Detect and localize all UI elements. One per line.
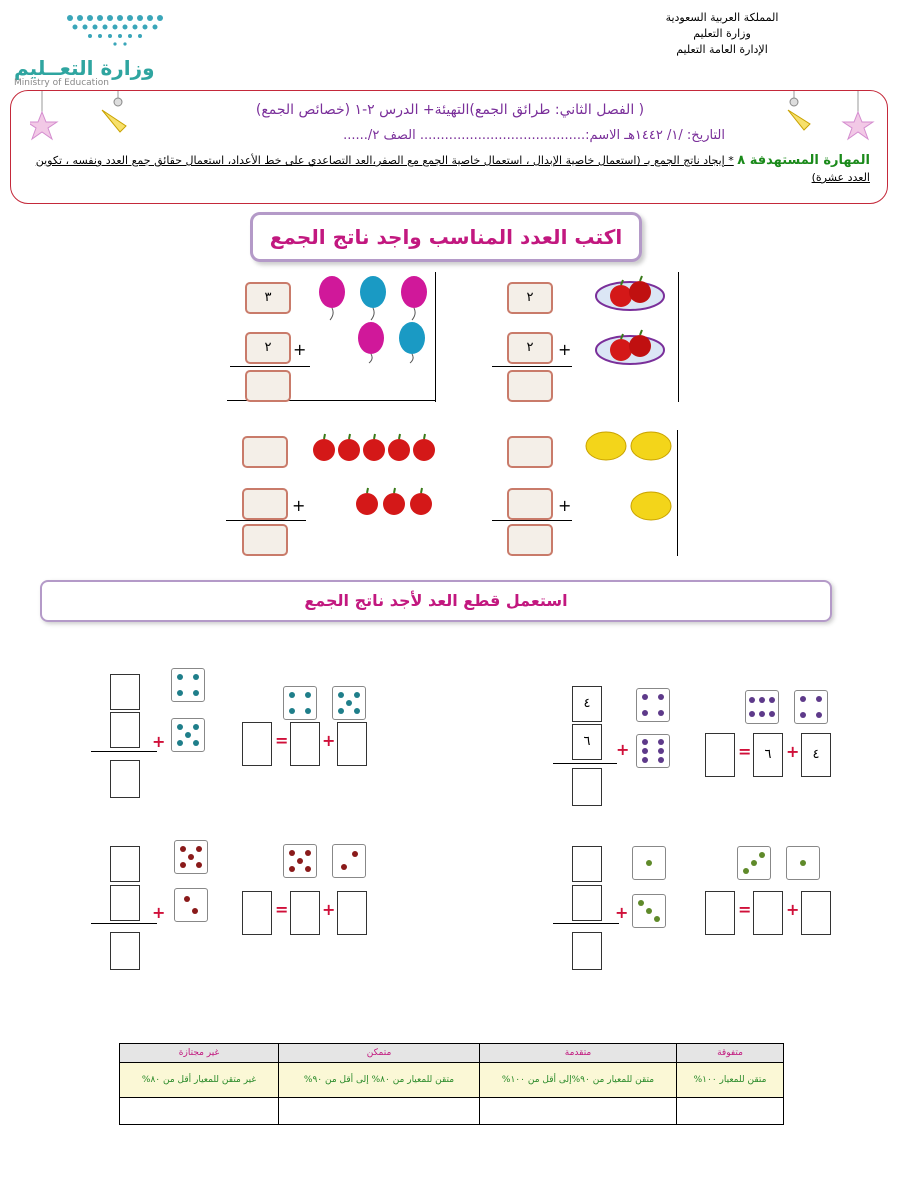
rubric-entry-cell[interactable] [677, 1098, 784, 1125]
die-4-icon [171, 668, 205, 702]
plus-sign: + [152, 732, 166, 751]
section2-header [40, 580, 832, 622]
sum-line [226, 520, 306, 521]
vertical-top-box[interactable] [110, 846, 140, 882]
section1-title: اكتب العدد المناسب واجد ناتج الجمع [269, 225, 623, 249]
sum-line [553, 923, 619, 924]
apples-bottom-box[interactable]: ٢ [507, 332, 553, 364]
plus-sign: + [558, 496, 572, 515]
die-2-icon [174, 888, 208, 922]
plus-sign: + [786, 742, 800, 761]
skill-text: * إيجاد ناتج الجمع بـ (استعمال خاصية الإبدال ، استعمال خاصية الجمع مع الصفر،العد التصاعدي على خط الأعداد، استعمال حقائق جمع العدد ونفسه ، تكوين العدد عشرة) [35, 154, 870, 184]
equation-addend-a-box[interactable] [290, 891, 320, 935]
die-3-icon [737, 846, 771, 880]
balloons-top-box[interactable]: ٣ [245, 282, 291, 314]
equals-sign: = [738, 900, 752, 919]
lemons-top-box[interactable] [507, 436, 553, 468]
equation-addend-b-box[interactable]: ٤ [801, 733, 831, 777]
die-5-icon [174, 840, 208, 874]
sum-line [91, 923, 157, 924]
apples-sum-box[interactable] [507, 370, 553, 402]
plus-sign: + [558, 340, 572, 359]
rubric-header: غير مجتازة [120, 1044, 279, 1063]
balloons-sum-box[interactable] [245, 370, 291, 402]
divider [435, 272, 436, 402]
plus-sign: + [322, 731, 336, 750]
plus-sign: + [615, 903, 629, 922]
vertical-top-box[interactable] [110, 674, 140, 710]
ministry-line-3: الإدارة العامة التعليم [676, 43, 768, 56]
die-3-icon [632, 894, 666, 928]
equation-addend-a-box[interactable]: ٦ [753, 733, 783, 777]
balloons-bottom-box[interactable]: ٢ [245, 332, 291, 364]
apples5-sum-box[interactable] [242, 524, 288, 556]
equation-addend-b-box[interactable] [337, 722, 367, 766]
die-6-icon [745, 690, 779, 724]
vertical-bottom-box[interactable]: ٦ [572, 724, 602, 760]
equation-result-box[interactable] [242, 722, 272, 766]
die-4-icon [283, 686, 317, 720]
logo-english-text: Ministry of Education [14, 78, 109, 88]
rubric-header: متفوقة [677, 1044, 784, 1063]
die-1-icon [786, 846, 820, 880]
die-5-icon [171, 718, 205, 752]
rubric-header: متمكن [279, 1044, 480, 1063]
vertical-sum-box[interactable] [572, 768, 602, 806]
die-1-icon [632, 846, 666, 880]
ministry-logo-icon [60, 12, 170, 48]
apples-top-box[interactable]: ٢ [507, 282, 553, 314]
apple-plates-icon [594, 274, 670, 374]
die-4-icon [794, 690, 828, 724]
lesson-title: ( الفصل الثاني: طرائق الجمع)التهيئة+ الدرس ٢-١ (خصائص الجمع) [255, 102, 645, 118]
equation-addend-b-box[interactable] [801, 891, 831, 935]
equation-addend-a-box[interactable] [290, 722, 320, 766]
target-skill [30, 152, 870, 186]
vertical-top-box[interactable]: ٤ [572, 686, 602, 722]
apples5-top-box[interactable] [242, 436, 288, 468]
equation-result-box[interactable] [705, 891, 735, 935]
lemons-icon [585, 428, 675, 528]
ministry-line-1: المملكة العربية السعودية [665, 11, 779, 24]
vertical-bottom-box[interactable] [572, 885, 602, 921]
equation-addend-b-box[interactable] [337, 891, 367, 935]
rubric-table [119, 1043, 784, 1125]
equals-sign: = [275, 900, 289, 919]
section1-header [250, 212, 642, 262]
skill-label: المهارة المستهدفة ٨ [737, 153, 870, 168]
rubric-entry-row [120, 1098, 784, 1125]
equation-result-box[interactable] [242, 891, 272, 935]
rubric-cell: متقن للمعيار من ٩٠%إلى أقل من ١٠٠% [480, 1063, 677, 1098]
die-5-icon [332, 686, 366, 720]
date-name-class-line: التاريخ: /١/ ١٤٤٢هـ الاسم:........................................ الصف ٢/...... [343, 128, 725, 143]
divider [677, 430, 678, 556]
die-5-icon [283, 844, 317, 878]
lemons-sum-box[interactable] [507, 524, 553, 556]
apples-row-icon [312, 428, 438, 522]
ministry-line-2: وزارة التعليم [693, 27, 751, 40]
equals-sign: = [275, 731, 289, 750]
plus-sign: + [616, 740, 630, 759]
sum-line [91, 751, 157, 752]
plus-sign: + [152, 903, 166, 922]
plus-sign: + [786, 900, 800, 919]
section2-title: استعمل قطع العد لأجد ناتج الجمع [304, 591, 568, 610]
rubric-cell: غير متقن للمعيار أقل من ٨٠% [120, 1063, 279, 1098]
die-6-icon [636, 734, 670, 768]
rubric-header: متقدمة [480, 1044, 677, 1063]
plus-sign: + [292, 496, 306, 515]
vertical-top-box[interactable] [572, 846, 602, 882]
rubric-entry-cell[interactable] [480, 1098, 677, 1125]
divider [678, 272, 679, 402]
vertical-sum-box[interactable] [110, 932, 140, 970]
balloons-icon [315, 274, 435, 364]
die-2-icon [332, 844, 366, 878]
plus-sign: + [293, 340, 307, 359]
vertical-sum-box[interactable] [572, 932, 602, 970]
rubric-entry-cell[interactable] [279, 1098, 480, 1125]
sum-line [492, 520, 572, 521]
rubric-cell: متقن للمعيار ١٠٠% [677, 1063, 784, 1098]
equals-sign: = [738, 742, 752, 761]
sum-line [230, 366, 310, 367]
rubric-description-row [120, 1063, 784, 1098]
plus-sign: + [322, 900, 336, 919]
ministry-header [622, 10, 822, 58]
vertical-bottom-box[interactable] [110, 712, 140, 748]
vertical-sum-box[interactable] [110, 760, 140, 798]
lemons-bottom-box[interactable] [507, 488, 553, 520]
die-4-icon [636, 688, 670, 722]
apples5-bottom-box[interactable] [242, 488, 288, 520]
vertical-bottom-box[interactable] [110, 885, 140, 921]
rubric-cell: متقن للمعيار من ٨٠% إلى أقل من ٩٠% [279, 1063, 480, 1098]
sum-line [553, 763, 617, 764]
rubric-header-row [120, 1044, 784, 1063]
rubric-entry-cell[interactable] [120, 1098, 279, 1125]
logo-arabic-text: وزارة التعــليم [14, 56, 155, 80]
equation-result-box[interactable] [705, 733, 735, 777]
equation-addend-a-box[interactable] [753, 891, 783, 935]
sum-line [492, 366, 572, 367]
